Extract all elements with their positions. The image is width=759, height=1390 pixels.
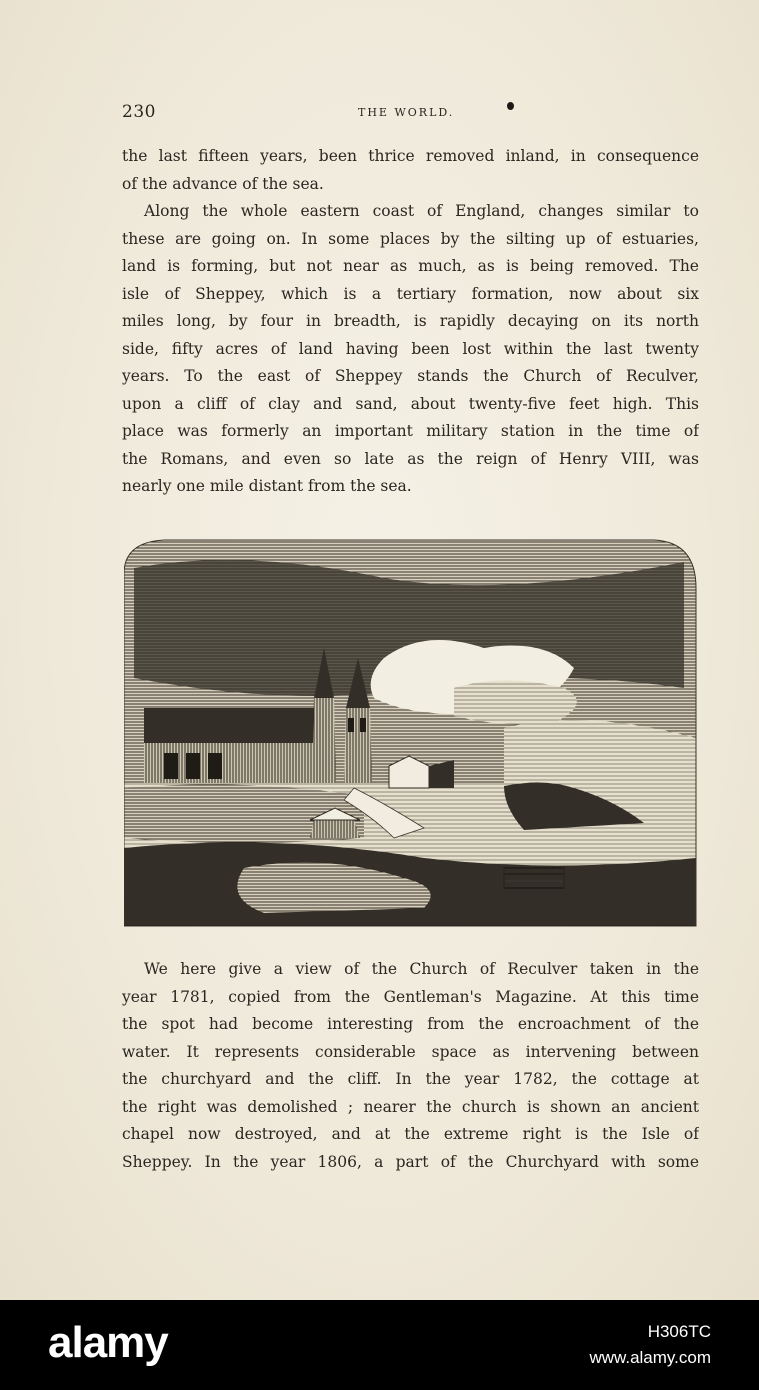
paragraph xyxy=(122,143,699,198)
running-head: THE WORLD. xyxy=(358,106,455,119)
text-line: land is forming, but not near as much, as is being removed. The xyxy=(122,257,699,275)
paragraph xyxy=(122,956,699,1176)
text-line: Sheppey. In the year 1806, a part of the Churchyard with some xyxy=(122,1152,699,1171)
text-line: of the advance of the sea. xyxy=(122,174,324,193)
text-line: the last fifteen years, been thrice removed inland, in consequence xyxy=(122,147,699,165)
text-line: miles long, by four in breadth, is rapidly decaying on its north xyxy=(122,312,699,330)
source-url-label: www.alamy.com xyxy=(589,1348,711,1367)
text-line: isle of Sheppey, which is a tertiary formation, now about six xyxy=(122,284,699,303)
text-line: these are going on. In some places by the silting up of estuaries, xyxy=(122,229,699,248)
text-line: the churchyard and the cliff. In the year 1782, the cottage at xyxy=(122,1070,699,1088)
reculver-church-engraving xyxy=(124,538,698,930)
body-text-bottom xyxy=(122,956,699,1176)
text-line: side, fifty acres of land having been lost within the last twenty xyxy=(122,339,699,358)
text-line: place was formerly an important military station in the time of xyxy=(122,422,699,440)
page-header xyxy=(122,102,699,126)
page-number: 230 xyxy=(122,102,156,122)
text-line: the spot had become interesting from the encroachment of the xyxy=(122,1015,699,1033)
text-line: chapel now destroyed, and at the extreme right is the Isle of xyxy=(122,1125,699,1143)
ink-blot xyxy=(507,102,514,110)
text-line: years. To the east of Sheppey stands the Church of Reculver, xyxy=(122,367,699,385)
text-line: We here give a view of the Church of Reculver taken in the xyxy=(144,960,699,978)
text-line: Along the whole eastern coast of England, changes similar to xyxy=(144,202,699,220)
body-text-top xyxy=(122,143,699,501)
text-line: the right was demolished ; nearer the church is shown an ancient xyxy=(122,1097,699,1116)
text-line: water. It represents considerable space as intervening between xyxy=(122,1042,699,1061)
engraving-illustration xyxy=(124,538,698,930)
text-line: nearly one mile distant from the sea. xyxy=(122,477,412,495)
text-line: the Romans, and even so late as the reign of Henry VIII, was xyxy=(122,449,699,468)
image-id-label: H306TC xyxy=(647,1322,711,1341)
text-line: upon a cliff of clay and sand, about twenty-five feet high. This xyxy=(122,394,699,413)
stock-watermark-strip xyxy=(0,1300,759,1390)
paragraph xyxy=(122,198,699,501)
text-line: year 1781, copied from the Gentleman's Magazine. At this time xyxy=(122,987,699,1006)
alamy-logo: alamy xyxy=(48,1318,168,1367)
